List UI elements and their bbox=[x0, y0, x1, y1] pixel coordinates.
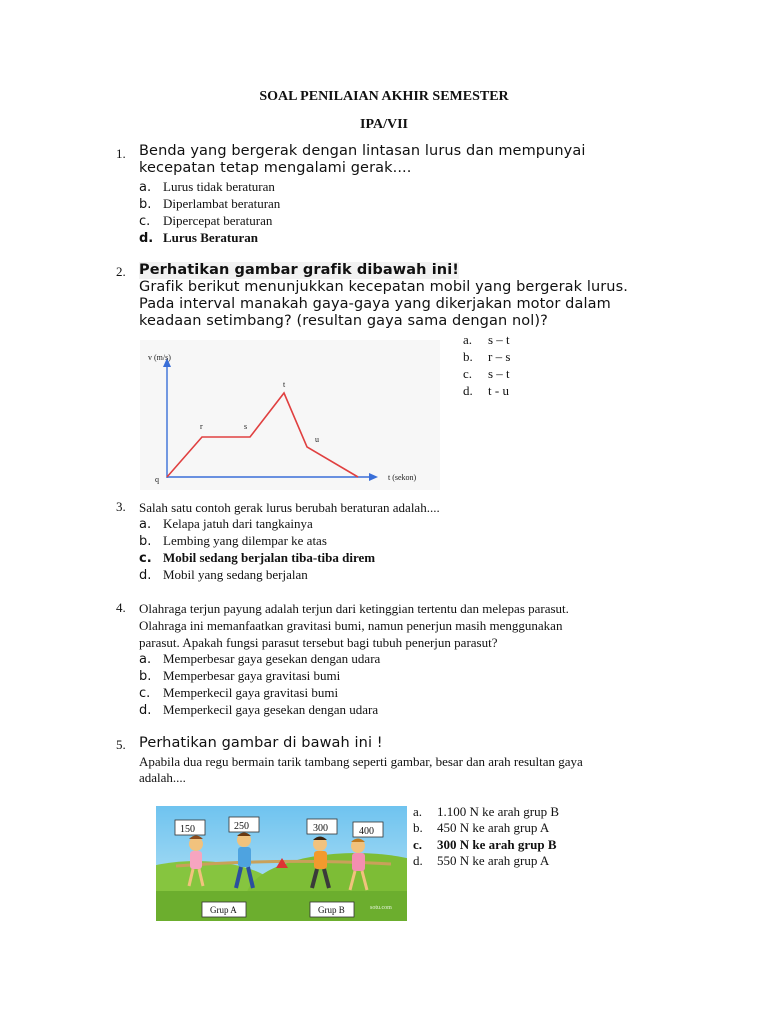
q3-option-c[interactable] bbox=[139, 549, 375, 567]
option-text: t - u bbox=[488, 383, 509, 398]
force-label-250: 250 bbox=[234, 821, 249, 832]
graph-background bbox=[140, 340, 440, 490]
q1-option-b[interactable] bbox=[139, 195, 280, 213]
option-letter: d. bbox=[413, 853, 423, 868]
q4-option-a[interactable] bbox=[139, 650, 380, 668]
option-letter: d. bbox=[139, 231, 154, 246]
q4-text-line3: parasut. Apakah fungsi parasut tersebut bagi tubuh penerjun parasut? bbox=[139, 635, 498, 650]
option-text: Mobil sedang berjalan tiba-tiba direm bbox=[163, 550, 376, 565]
q4-option-b[interactable] bbox=[139, 667, 340, 685]
option-letter: b. bbox=[139, 669, 152, 684]
q1-text-line2: kecepatan tetap mengalami gerak.... bbox=[139, 160, 412, 176]
option-text: Lurus tidak beraturan bbox=[163, 179, 275, 194]
q3-number: 3. bbox=[116, 499, 126, 514]
page-title: SOAL PENILAIAN AKHIR SEMESTER bbox=[259, 89, 509, 104]
option-text: Memperbesar gaya gesekan dengan udara bbox=[163, 651, 381, 666]
option-text: Diperlambat beraturan bbox=[163, 196, 281, 211]
option-letter: a. bbox=[413, 804, 423, 819]
q1-option-c[interactable] bbox=[139, 212, 272, 230]
option-text: Memperbesar gaya gravitasi bumi bbox=[163, 668, 341, 683]
option-text: Kelapa jatuh dari tangkainya bbox=[163, 516, 313, 531]
point-label-r: r bbox=[200, 422, 203, 431]
q2-number: 2. bbox=[116, 264, 126, 279]
q3-text: Salah satu contoh gerak lurus berubah beraturan adalah.... bbox=[139, 500, 440, 515]
option-text: Mobil yang sedang berjalan bbox=[163, 567, 308, 582]
q1-number: 1. bbox=[116, 146, 126, 161]
option-letter: c. bbox=[139, 686, 151, 701]
q2-option-c[interactable] bbox=[463, 365, 510, 382]
force-label-150: 150 bbox=[180, 824, 195, 835]
tug-of-war-image bbox=[156, 806, 407, 921]
point-label-t: t bbox=[283, 380, 286, 389]
point-label-u: u bbox=[315, 435, 319, 444]
option-text: Lurus Beraturan bbox=[163, 230, 258, 245]
q3-option-a[interactable] bbox=[139, 515, 313, 533]
option-letter: d. bbox=[139, 568, 152, 583]
option-letter: d. bbox=[139, 703, 152, 718]
option-text: 1.100 N ke arah grup B bbox=[437, 804, 560, 819]
watermark-text: sotu.com bbox=[370, 905, 392, 911]
option-text: Memperkecil gaya gesekan dengan udara bbox=[163, 702, 379, 717]
option-letter: c. bbox=[463, 366, 473, 381]
option-letter: c. bbox=[139, 214, 151, 229]
option-letter: d. bbox=[463, 383, 473, 398]
q1-option-d[interactable] bbox=[139, 229, 258, 247]
q4-option-c[interactable] bbox=[139, 684, 338, 702]
option-text: Lembing yang dilempar ke atas bbox=[163, 533, 327, 548]
q4-text-line1: Olahraga terjun payung adalah terjun dari ketinggian tertentu dan melepas parasut. bbox=[139, 601, 569, 616]
q2-option-b[interactable] bbox=[463, 348, 510, 365]
q5-number: 5. bbox=[116, 737, 126, 752]
q5-heading: Perhatikan gambar di bawah ini ! bbox=[139, 735, 383, 751]
option-letter: b. bbox=[413, 820, 423, 835]
option-text: s – t bbox=[488, 366, 510, 381]
option-letter: a. bbox=[139, 180, 152, 195]
q2-text-line1: Grafik berikut menunjukkan kecepatan mobil yang bergerak lurus. bbox=[139, 279, 628, 295]
option-letter: a. bbox=[139, 652, 152, 667]
velocity-time-graph bbox=[140, 340, 440, 490]
x-axis-label: t (sekon) bbox=[388, 473, 417, 482]
q3-option-d[interactable] bbox=[139, 566, 308, 584]
q5-text-line1: Apabila dua regu bermain tarik tambang seperti gambar, besar dan arah resultan gaya bbox=[139, 754, 583, 769]
option-letter: a. bbox=[139, 517, 152, 532]
q5-text-line2: adalah.... bbox=[139, 770, 186, 785]
option-text: 550 N ke arah grup A bbox=[437, 853, 550, 868]
option-letter: b. bbox=[139, 197, 152, 212]
q2-option-a[interactable] bbox=[463, 331, 510, 348]
option-text: Dipercepat beraturan bbox=[163, 213, 273, 228]
option-letter: c. bbox=[413, 837, 423, 852]
q5-option-a[interactable] bbox=[413, 803, 559, 820]
y-axis-label: v (m/s) bbox=[148, 353, 171, 362]
page-subtitle: IPA/VII bbox=[360, 117, 408, 132]
option-letter: b. bbox=[139, 534, 152, 549]
q1-option-a[interactable] bbox=[139, 178, 275, 196]
q4-text-line2: Olahraga ini memanfaatkan gravitasi bumi, namun penerjun masih menggunakan bbox=[139, 618, 563, 633]
option-text: 450 N ke arah grup A bbox=[437, 820, 550, 835]
point-label-q: q bbox=[155, 475, 159, 484]
q4-option-d[interactable] bbox=[139, 701, 378, 719]
option-text: r – s bbox=[488, 349, 511, 364]
option-letter: b. bbox=[463, 349, 473, 364]
option-text: s – t bbox=[488, 332, 510, 347]
q4-number: 4. bbox=[116, 600, 126, 615]
point-label-s: s bbox=[244, 422, 248, 431]
q2-option-d[interactable] bbox=[463, 382, 509, 399]
q2-heading: Perhatikan gambar grafik dibawah ini! bbox=[139, 262, 459, 278]
group-b-label: Grup B bbox=[318, 905, 345, 915]
group-a-label: Grup A bbox=[210, 905, 237, 915]
q3-option-b[interactable] bbox=[139, 532, 327, 550]
option-letter: c. bbox=[139, 551, 152, 566]
q5-option-c[interactable] bbox=[413, 836, 557, 853]
q5-option-d[interactable] bbox=[413, 852, 549, 869]
option-text: 300 N ke arah grup B bbox=[437, 837, 557, 852]
force-label-400: 400 bbox=[359, 826, 374, 837]
option-letter: a. bbox=[463, 332, 473, 347]
q1-text-line1: Benda yang bergerak dengan lintasan lurus dan mempunyai bbox=[139, 143, 586, 159]
force-label-300: 300 bbox=[313, 823, 328, 834]
option-text: Memperkecil gaya gravitasi bumi bbox=[163, 685, 339, 700]
q2-text-line3: keadaan setimbang? (resultan gaya sama dengan nol)? bbox=[139, 313, 548, 329]
q5-option-b[interactable] bbox=[413, 819, 549, 836]
q2-text-line2: Pada interval manakah gaya-gaya yang dikerjakan motor dalam bbox=[139, 296, 611, 312]
